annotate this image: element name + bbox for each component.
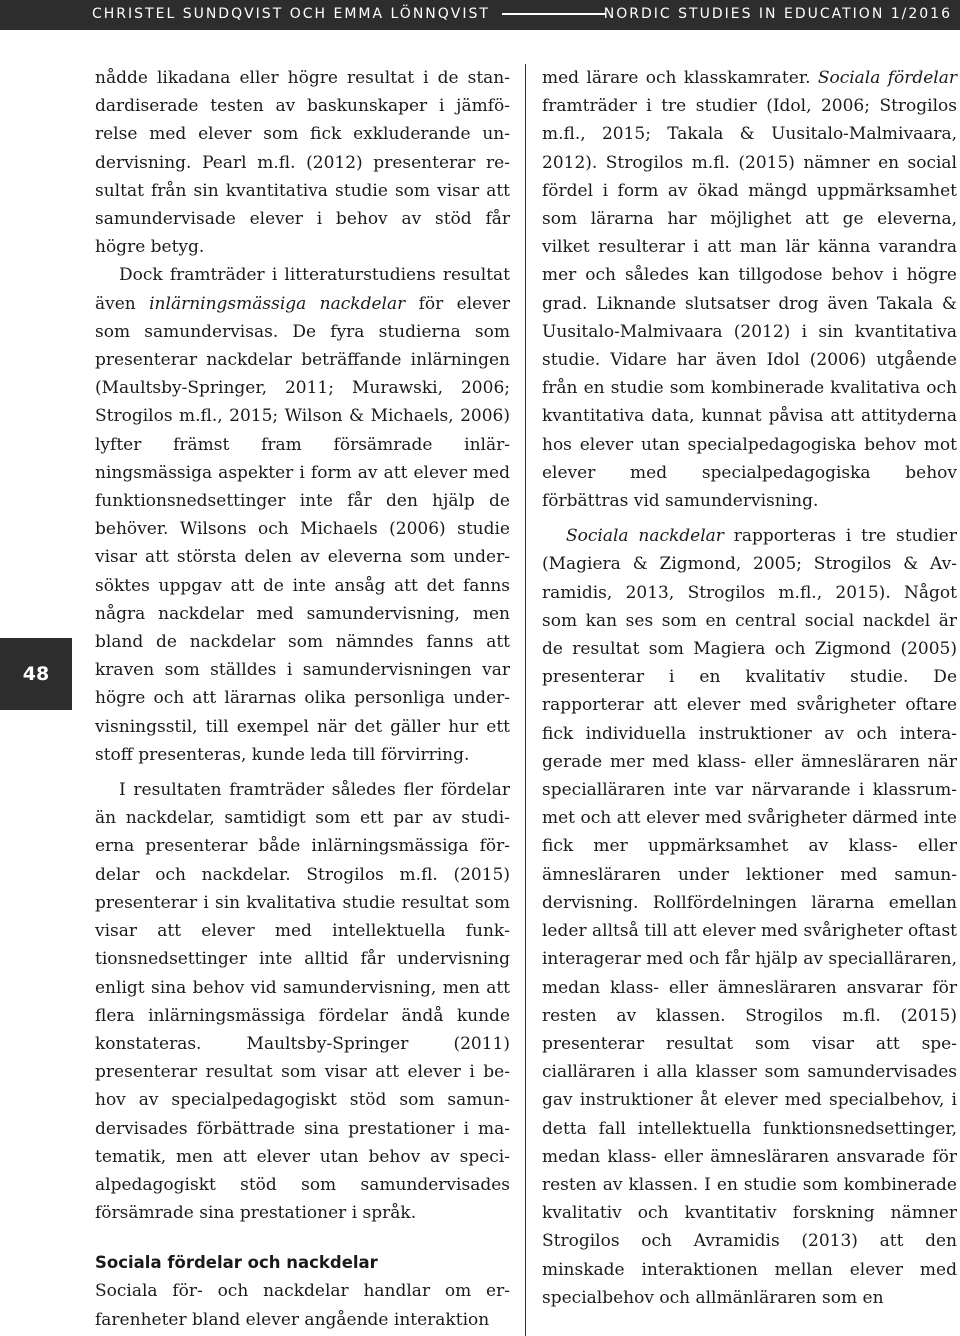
page-number: 48	[22, 663, 50, 685]
left-paragraph-4: Sociala för- och nackdelar handlar om erfarenheter bland elever angående interaktion	[95, 1281, 510, 1330]
left-paragraph-3: I resultaten framträder således fler fördelar än nackdelar, samtidigt som ett par av studierna presenterar både inlärningsmässiga fördelar och nackdelar. Strogilos m.fl. (2015) presenterar i sin kvalitativa studie resultat som visar att elever med intellektuella funktionsnedsettinger inte alltid får undervisning enligt sina behov vid samundervisning, men att flera inlärningsmässiga fördelar ändå kunde konstateras. Maultsby-Springer (2011) presenterar resultat som visar att elever i behov av specialpedagogiskt stöd som samundervisades förbättrade sina prestationer i matematik, men att elever utan behov av specialpedagogiskt stöd som samundervisades försämrade sina prestationer i språk.	[95, 780, 510, 1224]
left-column	[95, 64, 510, 1334]
right-paragraph-2	[542, 522, 957, 1312]
right-paragraph-1-rest: framträder i tre studier (Idol, 2006; Strogilos m.fl., 2015; Takala & Uusitalo-Malmivaara, 2012). Strogilos m.fl. (2015) nämner en social fördel i form av ökad mängd uppmärksamhet som lärarna har möjlighet att ge eleverna, vilket resulterar i att man lär känna varandra mer och således kan tillgodose behov i högre grad. Liknande slutsatser drog även Takala & Uusitalo-Malmivaara (2012) i sin kvantitativa studie. Vidare har även Idol (2006) utgående från en studie som kombinerade kvalitativa och kvantitativa data, kunnat påvisa att attityderna hos elever utan specialpedagogiska behov mot elever med specialpedagogiska behov förbättras vid samundervisning.	[542, 96, 957, 512]
right-paragraph-2-rest: rapporteras i tre studier (Magiera & Zigmond, 2005; Strogilos & Avramidis, 2013, Strogilos m.fl., 2015). Något som kan ses som en central social nackdel är de resultat som Magiera och Zigmond (2005) presenterar i en kvalitativ studie. De rapporterar att elever med svårigheter oftare fick individuella instruktioner av och interagerade mer med klass- eller ämnesläraren när specialläraren inte var närvarande i klassrummet och att elever med svårigheter därmed inte fick mer uppmärksamhet av klass- eller ämnesläraren under lektioner med samundervisning. Rollfördelningen lärarna emellan leder alltså till att elever med svårigheter oftast interagerar med och får hjälp av specialläraren, medan klass- eller ämnesläraren ansvarar för resten av klassen. Strogilos m.fl. (2015) presenterar resultat som visar att specialläraren i alla klasser som samundervisades gav instruktioner åt elever med specialbehov, i detta fall intellektuella funktionsnedsettinger, medan klass- eller ämnesläraren ansvarade för resten av klassen. I en studie som kombinerade kvalitativ och kvantitativ forskning nämner Strogilos och Avramidis (2013) att den minskade interaktionen mellan elever med specialbehov och allmänläraren som en	[542, 526, 957, 1308]
left-paragraph-2-emphasis: inlärningsmässiga nackdelar	[149, 293, 406, 314]
running-head-journal: NORDIC STUDIES IN EDUCATION 1/2016	[603, 6, 952, 22]
section-heading: Sociala fördelar och nackdelar	[95, 1253, 378, 1273]
left-paragraph-2-rest: för elever som samundervisas. De fyra studierna som presenterar nackdelar beträffande inlärningen (Maultsby-Springer, 2011; Murawski, 2006; Strogilos m.fl., 2015; Wilson & Michaels, 2006) lyfter främst fram försämrade inlärningsmässiga aspekter i form av att elever med funktionsnedsettinger inte får den hjälp de behöver. Wilsons och Michaels (2006) studie visar att största delen av eleverna som undersöktes uppgav att de inte ansåg att det fanns några nackdelar med samundervisning, men bland de nackdelar som nämndes fanns att kraven som ställdes i samundervisningen var högre och att lärarnas olika personliga undervisningsstil, till exempel när det gäller hur ett stoff presenteras, kunde leda till förvirring.	[95, 293, 510, 765]
column-divider	[525, 64, 526, 1336]
page-number-tab	[0, 638, 72, 710]
running-head	[0, 0, 960, 30]
right-paragraph-2-emphasis: Sociala nackdelar	[566, 526, 724, 547]
right-paragraph-1-emphasis: Sociala fördelar	[817, 68, 957, 88]
right-column	[542, 64, 957, 1312]
left-paragraph-2	[95, 261, 510, 769]
right-paragraph-1-start: med lärare och klasskamrater.	[542, 68, 818, 88]
running-head-rule	[502, 13, 606, 15]
left-paragraph-2-start: Dock framträder i litteraturstudiens resultat även	[95, 265, 510, 314]
left-paragraph-1: nådde likadana eller högre resultat i de standardiserade testen av baskunskaper i jämförelse med elever som fick exkluderande undervisning. Pearl m.fl. (2012) presenterar resultat från sin kvantitativa studie som visar att samundervisade elever i behov av stöd får högre betyg.	[95, 68, 510, 258]
running-head-authors: CHRISTEL SUNDQVIST OCH EMMA LÖNNQVIST	[92, 6, 490, 22]
right-paragraph-1	[542, 64, 957, 515]
